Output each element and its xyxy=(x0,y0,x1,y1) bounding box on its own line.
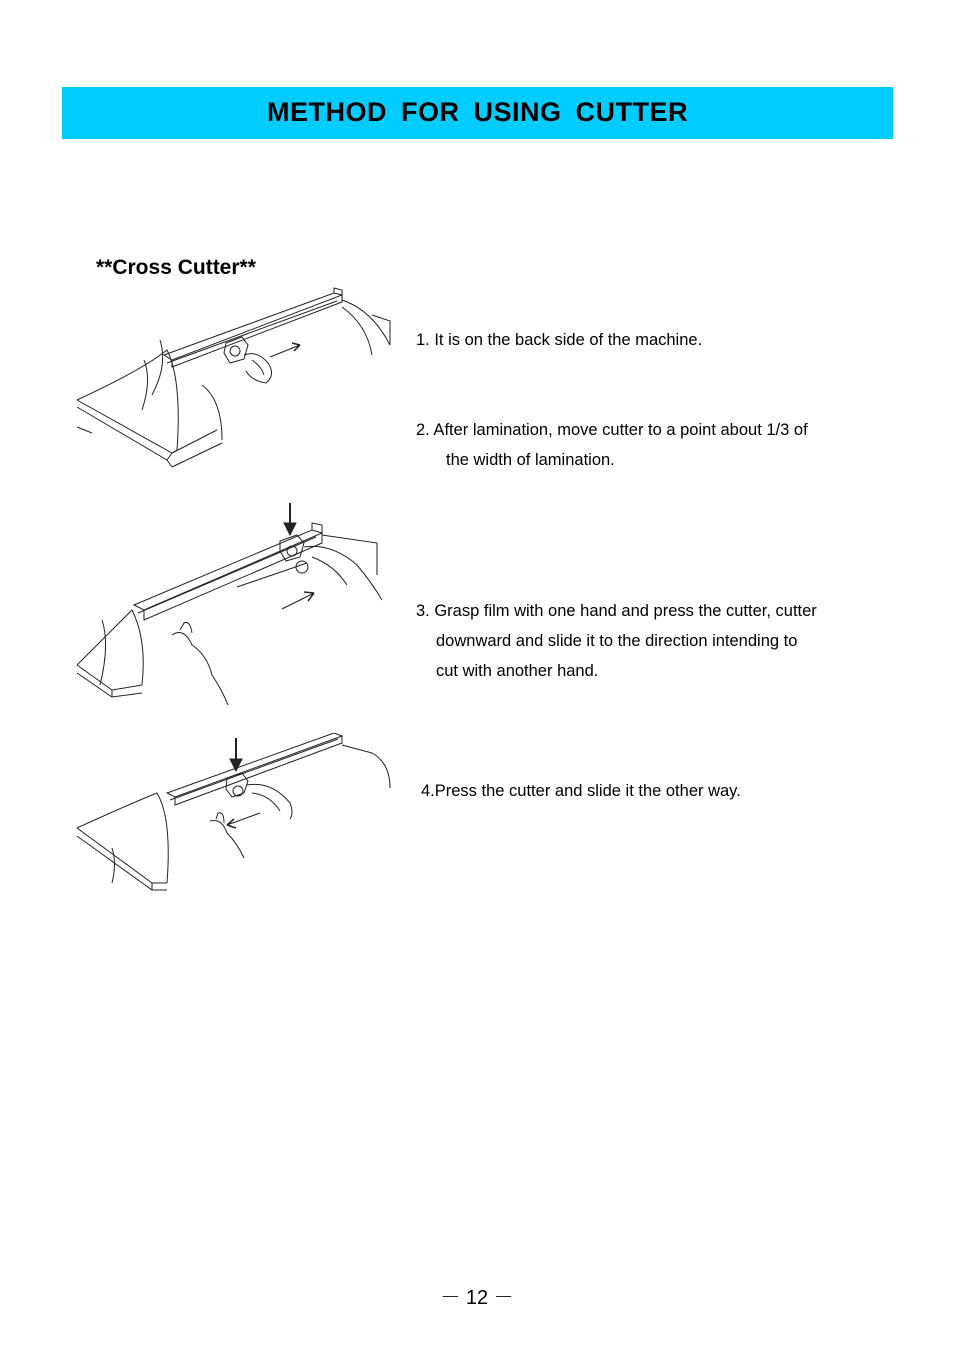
step-1-text: 1. It is on the back side of the machine. xyxy=(416,331,703,349)
step-3-line-3: cut with another hand. xyxy=(436,662,599,680)
step-2-line-1: 2. After lamination, move cutter to a point about 1/3 of xyxy=(416,421,808,439)
step-3-line-1: 3. Grasp film with one hand and press the cutter, cutter xyxy=(416,602,817,620)
step-2-line-2: the width of lamination. xyxy=(446,451,615,469)
figure-cutter-press xyxy=(72,495,394,705)
step-4 xyxy=(421,776,741,806)
step-3-line-2: downward and slide it to the direction intending to xyxy=(436,632,798,650)
page-number: － 12 － xyxy=(440,1287,514,1309)
page-title: METHOD FOR USING CUTTER xyxy=(267,97,688,127)
step-4-text: 4.Press the cutter and slide it the other way. xyxy=(421,782,741,800)
figure-cutter-slide xyxy=(72,733,394,893)
step-2 xyxy=(416,415,808,475)
step-1 xyxy=(416,325,702,355)
section-title: **Cross Cutter** xyxy=(96,256,256,279)
step-3 xyxy=(416,596,817,686)
header-banner xyxy=(62,87,893,139)
figure-cutter-location xyxy=(72,285,394,470)
